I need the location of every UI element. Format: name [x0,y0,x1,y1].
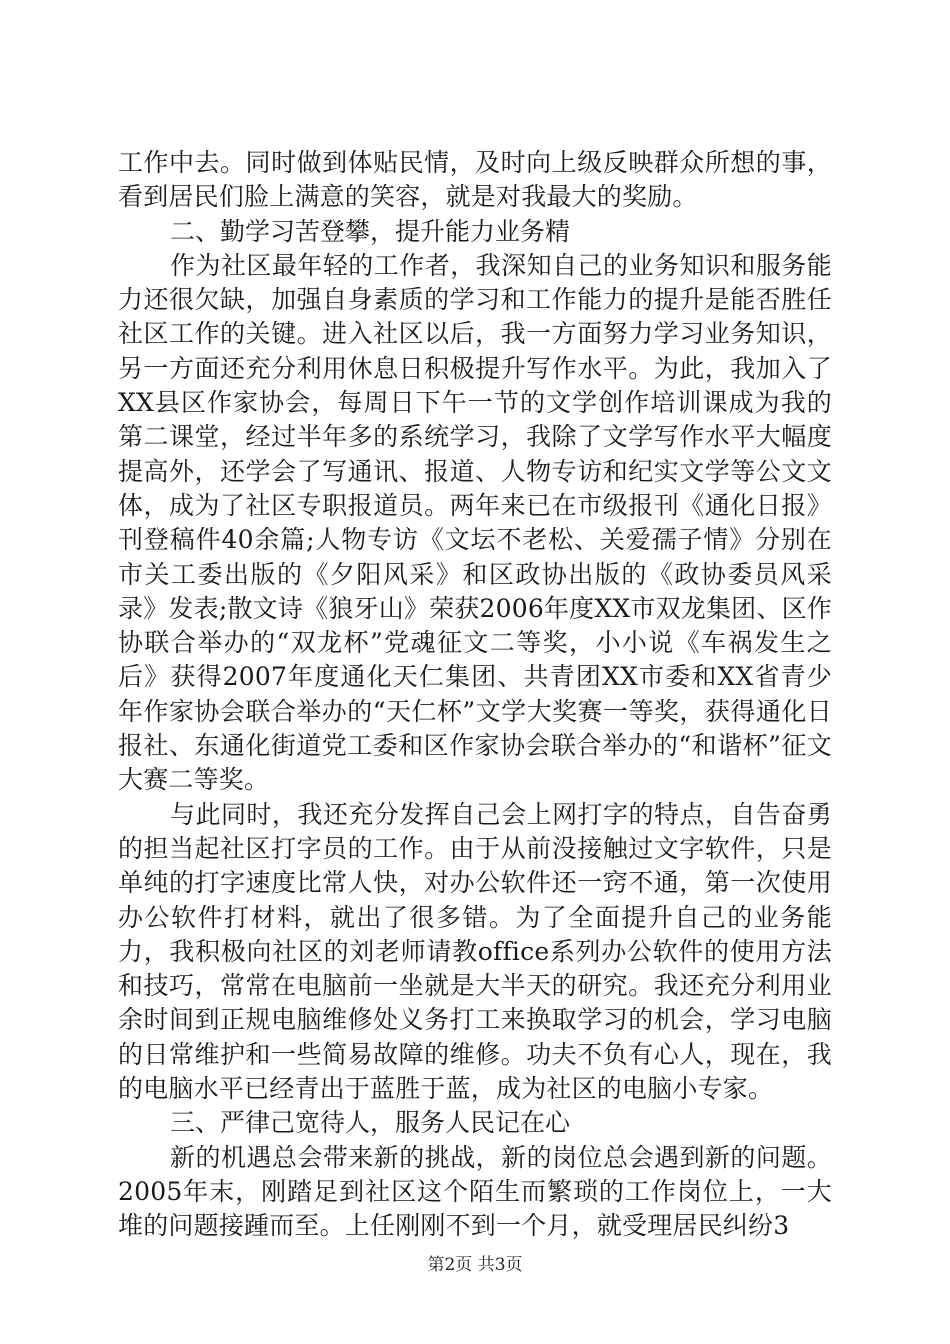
paragraph-2: 作为社区最年轻的工作者，我深知自己的业务知识和服务能力还很欠缺，加强自身素质的学习和工作能力的提升是能否胜任社区工作的关键。进入社区以后，我一方面努力学习业务知识，另一方面还充分利用休息日积极提升写作水平。为此，我加入了XX县区作家协会，每周日下午一节的文学创作培训课成为我的第二课堂，经过半年多的系统学习，我除了文学写作水平大幅度提高外，还学会了写通讯、报道、人物专访和纪实文学等公文文体，成为了社区专职报道员。两年来已在市级报刊《通化日报》刊登稿件40余篇;人物专访《文坛不老松、关爱孺子情》分别在市关工委出版的《夕阳风采》和区政协出版的《政协委员风采录》发表;散文诗《狼牙山》荣获2006年度XX市双龙集团、区作协联合举办的“双龙杯”党魂征文二等奖，小小说《车祸发生之后》获得2007年度通化天仁集团、共青团XX市委和XX省青少年作家协会联合举办的“天仁杯”文学大奖赛一等奖，获得通化日报社、东通化街道党工委和区作家协会联合举办的“和谐杯”征文大赛二等奖。 [118,250,832,795]
paragraph-1: 工作中去。同时做到体贴民情，及时向上级反映群众所想的事，看到居民们脸上满意的笑容，就是对我最大的奖励。 [118,148,832,212]
paragraph-4: 新的机遇总会带来新的挑战，新的岗位总会遇到新的问题。2005年末，刚踏足到社区这个陌生而繁琐的工作岗位上，一大堆的问题接踵而至。上任刚刚不到一个月，就受理居民纠纷3 [118,1142,832,1241]
section-heading-2: 二、勤学习苦登攀，提升能力业务精 [170,216,571,246]
document-body [118,146,832,1244]
section-heading-3: 三、严律己宽待人，服务人民记在心 [170,1108,571,1138]
page-number-footer: 第2页 共3页 [427,1255,523,1275]
paragraph-3: 与此同时，我还充分发挥自己会上网打字的特点，自告奋勇的担当起社区打字员的工作。由于从前没接触过文字软件，只是单纯的打字速度比常人快，对办公软件还一窍不通，第一次使用办公软件打材料，就出了很多错。为了全面提升自己的业务能力，我积极向社区的刘老师请教office系列办公软件的使用方法和技巧，常常在电脑前一坐就是大半天的研究。我还充分利用业余时间到正规电脑维修处义务打工来换取学习的机会，学习电脑的日常维护和一些简易故障的维修。功夫不负有心人，现在，我的电脑水平已经青出于蓝胜于蓝，成为社区的电脑小专家。 [118,799,832,1104]
